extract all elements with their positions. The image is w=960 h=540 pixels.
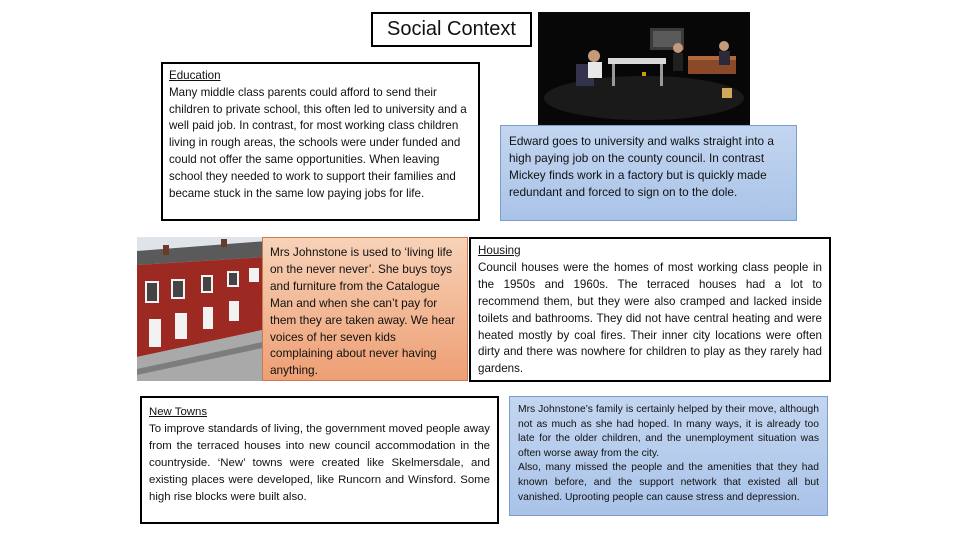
johnstone-family-box	[509, 396, 828, 516]
housing-heading: Housing	[478, 244, 521, 257]
education-text: Many middle class parents could afford to send their children to private school, this often led to university and a well paid job. In contrast, for most working class children living in rough areas, the schools were under funded and could not offer the same opportunities. When leaving school they needed to work to support their families and became stuck in the same low paying jobs for life.	[169, 85, 467, 200]
stage-photo	[538, 12, 750, 125]
family-text-1: Mrs Johnstone’s family is certainly helped by their move, although not as much as she had hoped. In many ways, it is already too late for the older children, and the unemployment situation was often worse away from the city.	[518, 404, 819, 459]
new-towns-text: To improve standards of living, the government moved people away from the terraced houses into new council accommodation in the countryside. ‘New’ towns were created like Skelmersdale, and existing places were developed, like Runcorn and Winsford. Some high rise blocks were built also.	[149, 422, 490, 503]
family-text-2: Also, many missed the people and the amenities that they had known before, and the support network that existed all but vanished. Uprooting people can cause stress and depression.	[518, 462, 819, 503]
slide-title: Social Context	[371, 12, 532, 47]
housing-box	[469, 237, 831, 382]
education-box	[161, 62, 480, 221]
edward-text: Edward goes to university and walks straight into a high paying job on the county council. In contrast Mickey finds work in a factory but is quickly made redundant and forced to sign on to the dole.	[509, 134, 774, 199]
education-heading: Education	[169, 69, 221, 82]
new-towns-box	[140, 396, 499, 524]
mrs-johnstone-box	[262, 237, 468, 381]
new-towns-heading: New Towns	[149, 406, 208, 418]
edward-box	[500, 125, 797, 221]
mrs-johnstone-text: Mrs Johnstone is used to ‘living life on the never never’. She buys toys and furniture from the Catalogue Man and when she can’t pay for them they are taken away. We hear voices of her seven kids complaining about never having anything.	[270, 245, 456, 378]
housing-text: Council houses were the homes of most working class people in the 1950s and 1960s. The terraced houses had a lot to recommend them, but they were also cramped and lacked inside toilets and bathrooms. They did not have central heating and were heated mostly by coal fires. Their inner city locations were often dirty and there was nowhere for children to play as they rarely had gardens.	[478, 260, 822, 376]
terraced-houses-photo	[137, 237, 267, 381]
